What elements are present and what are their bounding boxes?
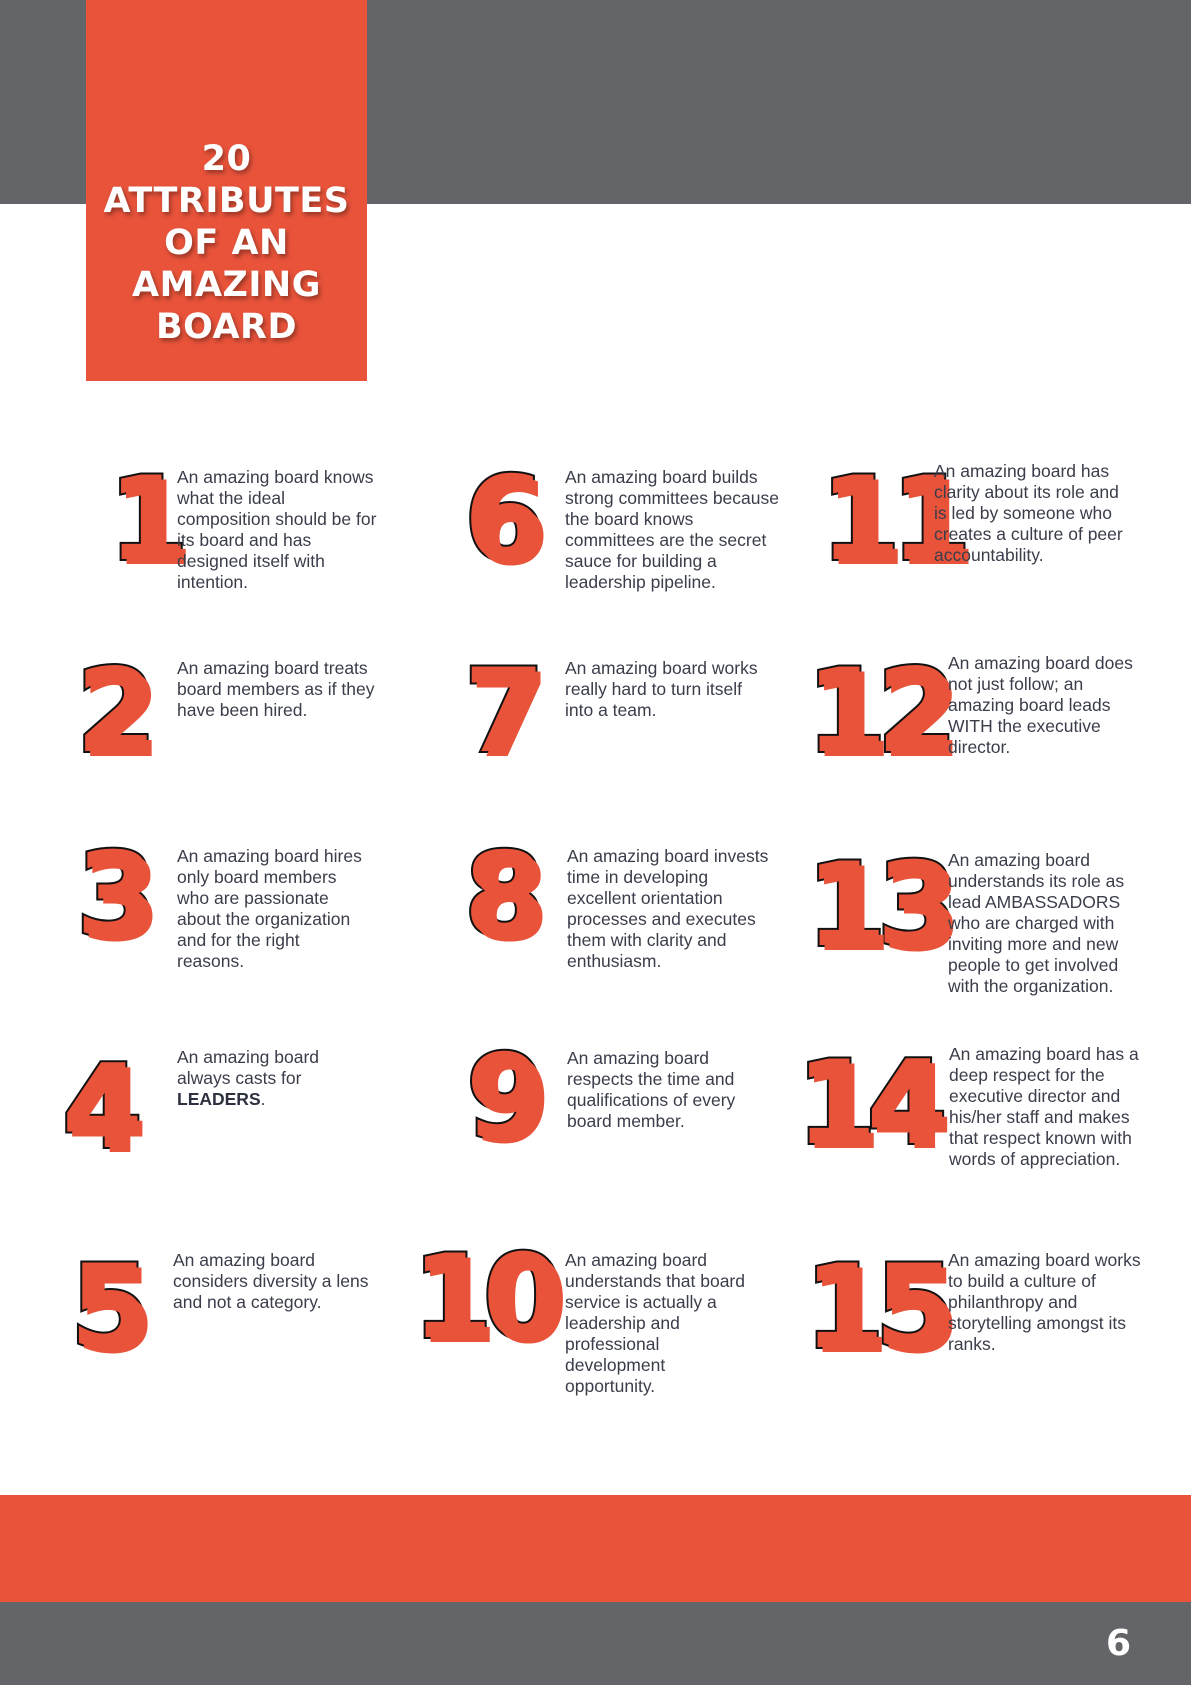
attribute-text-2: An amazing board treats board members as if they have been hired. <box>177 658 375 720</box>
attribute-number-9: 9 <box>466 1030 537 1165</box>
attribute-text-11: An amazing board has clarity about its role and is led by someone who creates a culture of peer accountability. <box>934 461 1123 565</box>
attribute-number-11: 11 <box>820 452 962 587</box>
attribute-text-5: An amazing board considers diversity a lens and not a category. <box>173 1250 369 1312</box>
attribute-text-13: An amazing board understands its role as lead AMBASSADORS who are charged with inviting more and new people to get involved with the organization. <box>948 850 1125 996</box>
attribute-number-7: 7 <box>464 644 535 779</box>
attribute-text-4-part1: An amazing board always casts for <box>177 1047 320 1088</box>
attribute-number-6: 6 <box>464 452 535 587</box>
title-line-2: ATTRIBUTES <box>103 181 350 221</box>
attribute-number-13: 13 <box>806 838 948 973</box>
attribute-text-4 <box>177 1047 367 1110</box>
attribute-number-8: 8 <box>464 828 535 963</box>
attribute-number-12: 12 <box>806 644 948 779</box>
attribute-number-2: 2 <box>76 644 147 779</box>
page-title <box>86 138 367 348</box>
title-line-3: OF AN <box>164 223 289 263</box>
title-line-5: BOARD <box>155 307 298 347</box>
title-box <box>86 0 367 381</box>
attribute-text-3: An amazing board hires only board members who are passionate about the organization and for the right reasons. <box>177 846 362 971</box>
attribute-number-14: 14 <box>796 1036 938 1171</box>
bottom-orange-band <box>0 1495 1191 1602</box>
title-line-1: 20 <box>201 139 252 179</box>
attribute-text-1: An amazing board knows what the ideal composition should be for its board and has designed itself with intention. <box>177 467 377 592</box>
attribute-text-4-leaders: LEADERS <box>177 1089 261 1109</box>
attribute-text-6: An amazing board builds strong committees because the board knows committees are the secret sauce for building a leadership pipeline. <box>565 467 779 592</box>
attribute-number-4: 4 <box>62 1040 133 1175</box>
attribute-number-15: 15 <box>804 1240 946 1375</box>
attribute-number-5: 5 <box>70 1240 141 1375</box>
attribute-number-1: 1 <box>108 452 179 587</box>
attribute-number-10: 10 <box>412 1230 554 1365</box>
attribute-text-9: An amazing board respects the time and qualifications of every board member. <box>567 1048 736 1131</box>
page-number: 6 <box>1105 1623 1131 1664</box>
attribute-text-15: An amazing board works to build a culture of philanthropy and storytelling amongst its ranks. <box>948 1250 1141 1354</box>
attribute-text-8: An amazing board invests time in developing excellent orientation processes and executes them with clarity and enthusiasm. <box>567 846 769 971</box>
title-line-4: AMAZING <box>132 265 321 305</box>
attribute-text-10: An amazing board understands that board service is actually a leadership and professional development opportunity. <box>565 1250 745 1396</box>
attribute-number-3: 3 <box>76 828 147 963</box>
attribute-text-7: An amazing board works really hard to turn itself into a team. <box>565 658 758 720</box>
attribute-text-12: An amazing board does not just follow; an amazing board leads WITH the executive director. <box>948 653 1133 757</box>
attribute-text-4-part2: . <box>260 1089 266 1109</box>
attribute-text-14: An amazing board has a deep respect for the executive director and his/her staff and makes that respect known with words of appreciation. <box>949 1044 1139 1169</box>
footer-gray-band <box>0 1602 1191 1685</box>
